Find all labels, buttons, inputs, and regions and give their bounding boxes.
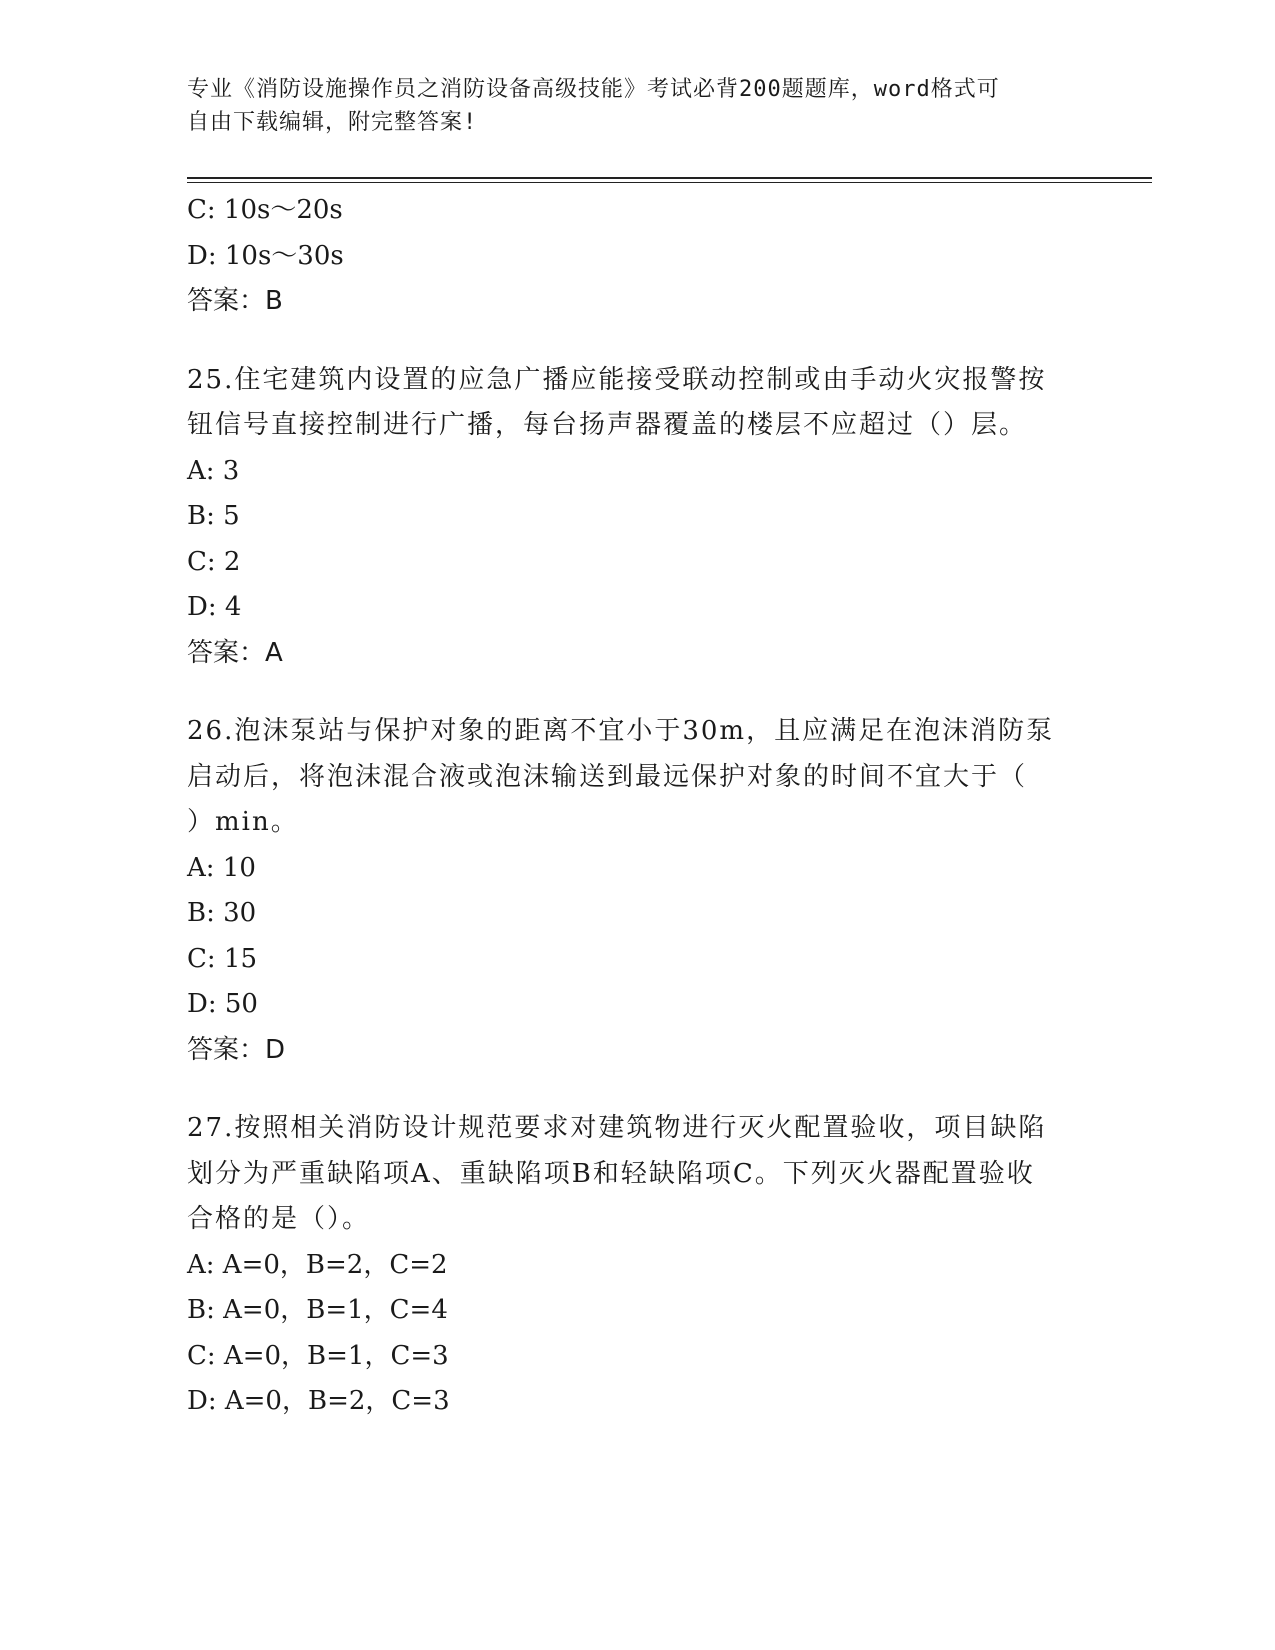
option-b: B: 5 <box>187 501 240 531</box>
option-c: C: 15 <box>187 943 258 974</box>
option-d: D: 10s～30s <box>187 240 344 271</box>
question-text-line: 钮信号直接控制进行广播，每台扬声器覆盖的楼层不应超过（）层。 <box>187 410 1028 440</box>
option-a: A: 3 <box>187 455 240 486</box>
header-line-1: 专业《消防设施操作员之消防设备高级技能》考试必背200题题库，word格式可 <box>187 77 1000 102</box>
question-27 <box>187 1106 1077 1425</box>
option-d: D: A=0，B=2，C=3 <box>187 1386 450 1416</box>
question-text-line: ）min。 <box>187 807 299 837</box>
option-b: B: A=0，B=1，C=4 <box>187 1295 448 1325</box>
option-c: C: 2 <box>187 546 241 577</box>
question-text-line: 27.按照相关消防设计规范要求对建筑物进行灭火配置验收，项目缺陷 <box>187 1113 1047 1143</box>
question-text-line: 启动后，将泡沫混合液或泡沫输送到最远保护对象的时间不宜大于（ <box>187 761 1028 792</box>
question-content <box>187 188 1077 1425</box>
question-text-line: 合格的是（）。 <box>187 1204 371 1234</box>
question-text <box>187 1106 1067 1243</box>
header-divider-thick <box>187 177 1152 179</box>
answer-line: 答案：B <box>187 286 283 316</box>
question-26 <box>187 709 1077 1073</box>
question-text-line: 划分为严重缺陷项A、重缺陷项B和轻缺陷项C。下列灭火器配置验收 <box>187 1158 1035 1189</box>
question-text <box>187 709 1067 846</box>
question-text <box>187 358 1067 449</box>
answer-line: 答案：A <box>187 637 283 668</box>
option-b: B: 30 <box>187 898 257 928</box>
option-c: C: A=0，B=1，C=3 <box>187 1340 449 1371</box>
question-text-line: 25.住宅建筑内设置的应急广播应能接受联动控制或由手动火灾报警按 <box>187 364 1047 395</box>
answer-line: 答案：D <box>187 1034 286 1065</box>
header-divider-thin <box>187 182 1152 183</box>
previous-question-tail <box>187 188 1077 325</box>
page-header <box>187 73 1067 139</box>
option-a: A: A=0，B=2，C=2 <box>187 1249 448 1280</box>
question-25 <box>187 358 1077 677</box>
question-text-line: 26.泡沫泵站与保护对象的距离不宜小于30m，且应满足在泡沫消防泵 <box>187 716 1055 746</box>
option-a: A: 10 <box>187 852 256 883</box>
option-d: D: 4 <box>187 592 242 622</box>
option-d: D: 50 <box>187 989 258 1019</box>
option-c: C: 10s～20s <box>187 195 343 225</box>
header-line-2: 自由下载编辑，附完整答案! <box>187 110 478 135</box>
